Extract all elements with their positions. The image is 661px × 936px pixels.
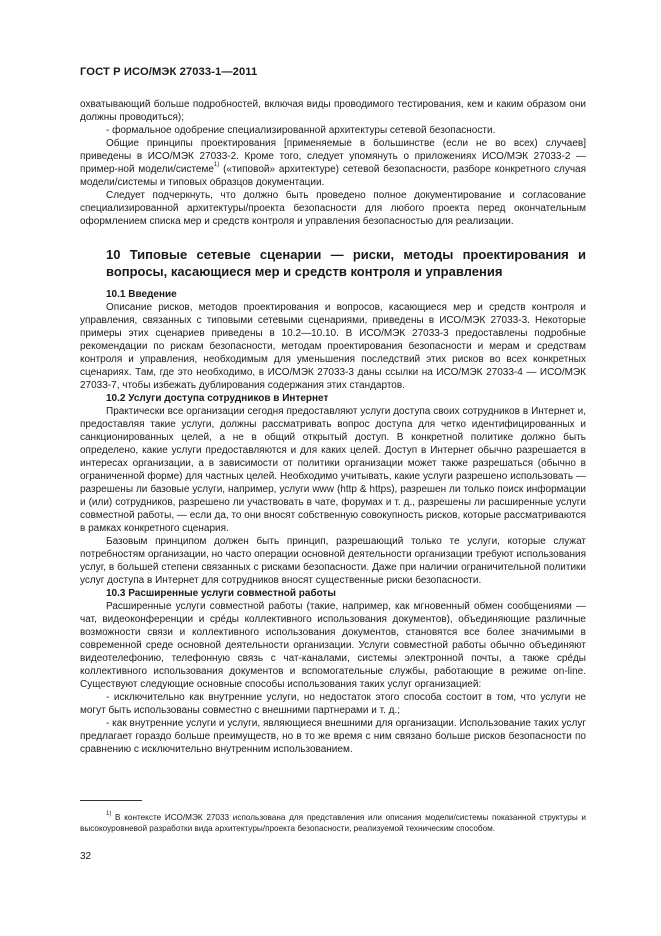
footnote-text: В контексте ИСО/МЭК 27033 использована для представления или описания модели/системы показанной структуры и высокоуровневой разработки вида архитектуры/проекта безопасности, реализуемой техническим способом. bbox=[80, 813, 586, 834]
paragraph: Описание рисков, методов проектирования и вопросов, касающиеся мер и средств контроля и управления, связанных с типовыми сетевыми сценариями, приведены в ИСО/МЭК 27033-3. Некоторые примеры этих сценариев приведены в 10.2—10.10. В ИСО/МЭК 27033-3 предоставлены подробные рекомендации по рискам безопасности, методам проектирования безопасности и мерам и средствам контроля и управления, необходимым для уменьшения последствий этих рисков во всех конкретных сценариях. Там, где это необходимо, в ИСО/МЭК 27033-3 даны ссылки на ИСО/МЭК 27033-4 — ИСО/МЭК 27033-7, чтобы избежать дублирования содержания этих стандартов. bbox=[80, 302, 586, 391]
page-number: 32 bbox=[80, 851, 92, 862]
footnote-divider bbox=[80, 800, 142, 801]
footnote-ref: 1) bbox=[213, 162, 220, 168]
list-item: - как внутренние услуги и услуги, являющиеся внешними для организации. Использование таких услуг предлагает гораздо больше преимуществ, но в то же время с ним связано больше рисков безопасности по сравнению с исключительно внутренним использованием. bbox=[80, 718, 586, 755]
paragraph-text: («типовой» архитектуре) сетевой безопасности, разборе конкретного случая модели/системы и типовых образцов документации. bbox=[80, 164, 587, 188]
subsection-heading: 10.1 Введение bbox=[106, 289, 177, 300]
paragraph bbox=[80, 137, 586, 189]
section-heading: 10 Типовые сетевые сценарии — риски, методы проектирования и вопросы, касающиеся мер и средств контроля и управления bbox=[106, 247, 586, 279]
paragraph: охватывающий больше подробностей, включая виды проводимого тестирования, кем и каким образом они должны проводиться); bbox=[80, 99, 586, 123]
document-header: ГОСТ Р ИСО/МЭК 27033-1—2011 bbox=[80, 66, 258, 78]
paragraph-text: Общие принципы проектирования [применяемые в большинстве (если не во всех) случаев] приведены в ИСО/МЭК 27033-2. Кроме того, следует упомянуть о приложениях ИСО/МЭК 27033-2 — пример-ной модели/системе bbox=[80, 138, 586, 175]
subsection-heading: 10.3 Расширенные услуги совместной работы bbox=[106, 588, 336, 599]
paragraph: Следует подчеркнуть, что должно быть проведено полное документирование и согласование специализированной архитектуры/проекта безопасности для любого проекта перед окончательным оформлением списка мер и средств контроля и управления безопасностью для реализации. bbox=[80, 190, 586, 227]
footnote-mark: 1) bbox=[106, 811, 112, 818]
paragraph: Расширенные услуги совместной работы (такие, например, как мгновенный обмен сообщениями — чат, видеоконференции и сре́ды коллективного использования документов), объединяющие различные возможности связи и коллективного использования документов, становятся все более значимыми в современной среде основной деятельности организации. Услуги совместной работы обычно объединяют видеотелефонию, телефонную связь с чат-каналами, системы электронной почты, а также сре́ды коллективного использования документов и вспомогательные службы, работающие в режиме on-line. Существуют следующие основные способы использования таких услуг организацией: bbox=[80, 601, 586, 690]
list-item: - формальное одобрение специализированной архитектуры сетевой безопасности. bbox=[106, 125, 496, 136]
paragraph: Практически все организации сегодня предоставляют услуги доступа своих сотрудников в Интернет и, предоставляя такие услуги, должны рассматривать вопрос доступа для четко идентифицированных и санкционированных целей, а не в общий открытый доступ. В конкретной политике должно быть определено, какие услуги предоставляются и для каких целей. Доступ в Интернет обычно разрешается в интересах организации, а в зависимости от политики организации может также разрешаться (обычно в ограниченной форме) для частных целей. Необходимо учитывать, какие услуги разрешено использовать — разрешены ли базовые услуги, например, услуги www (http & https), разрешен ли только поиск информации и (или) сотрудников, разрешено ли участвовать в чате, форумах и т. д., разрешены ли расширенные услуги совместной работы, — если да, то они вносят собственную совокупность рисков, которые рассматриваются в рамках конкретного сценария. bbox=[80, 406, 586, 534]
main-content bbox=[80, 98, 586, 756]
list-item: - исключительно как внутренние услуги, но недостаток этого способа состоит в том, что услуги не могут быть использованы совместно с внешними партнерами и т. д.; bbox=[80, 692, 586, 716]
paragraph: Базовым принципом должен быть принцип, разрешающий только те услуги, которые служат потребностям организации, но часто операции основной деятельности организации требуют использования услуг, в большей степени связанных с рисками безопасности. Даже при наличии ограничительной политики услуг доступа в Интернет для сотрудников вносят существенные риски безопасности. bbox=[80, 536, 586, 586]
footnote bbox=[80, 812, 586, 834]
subsection-heading: 10.2 Услуги доступа сотрудников в Интернет bbox=[106, 393, 329, 404]
